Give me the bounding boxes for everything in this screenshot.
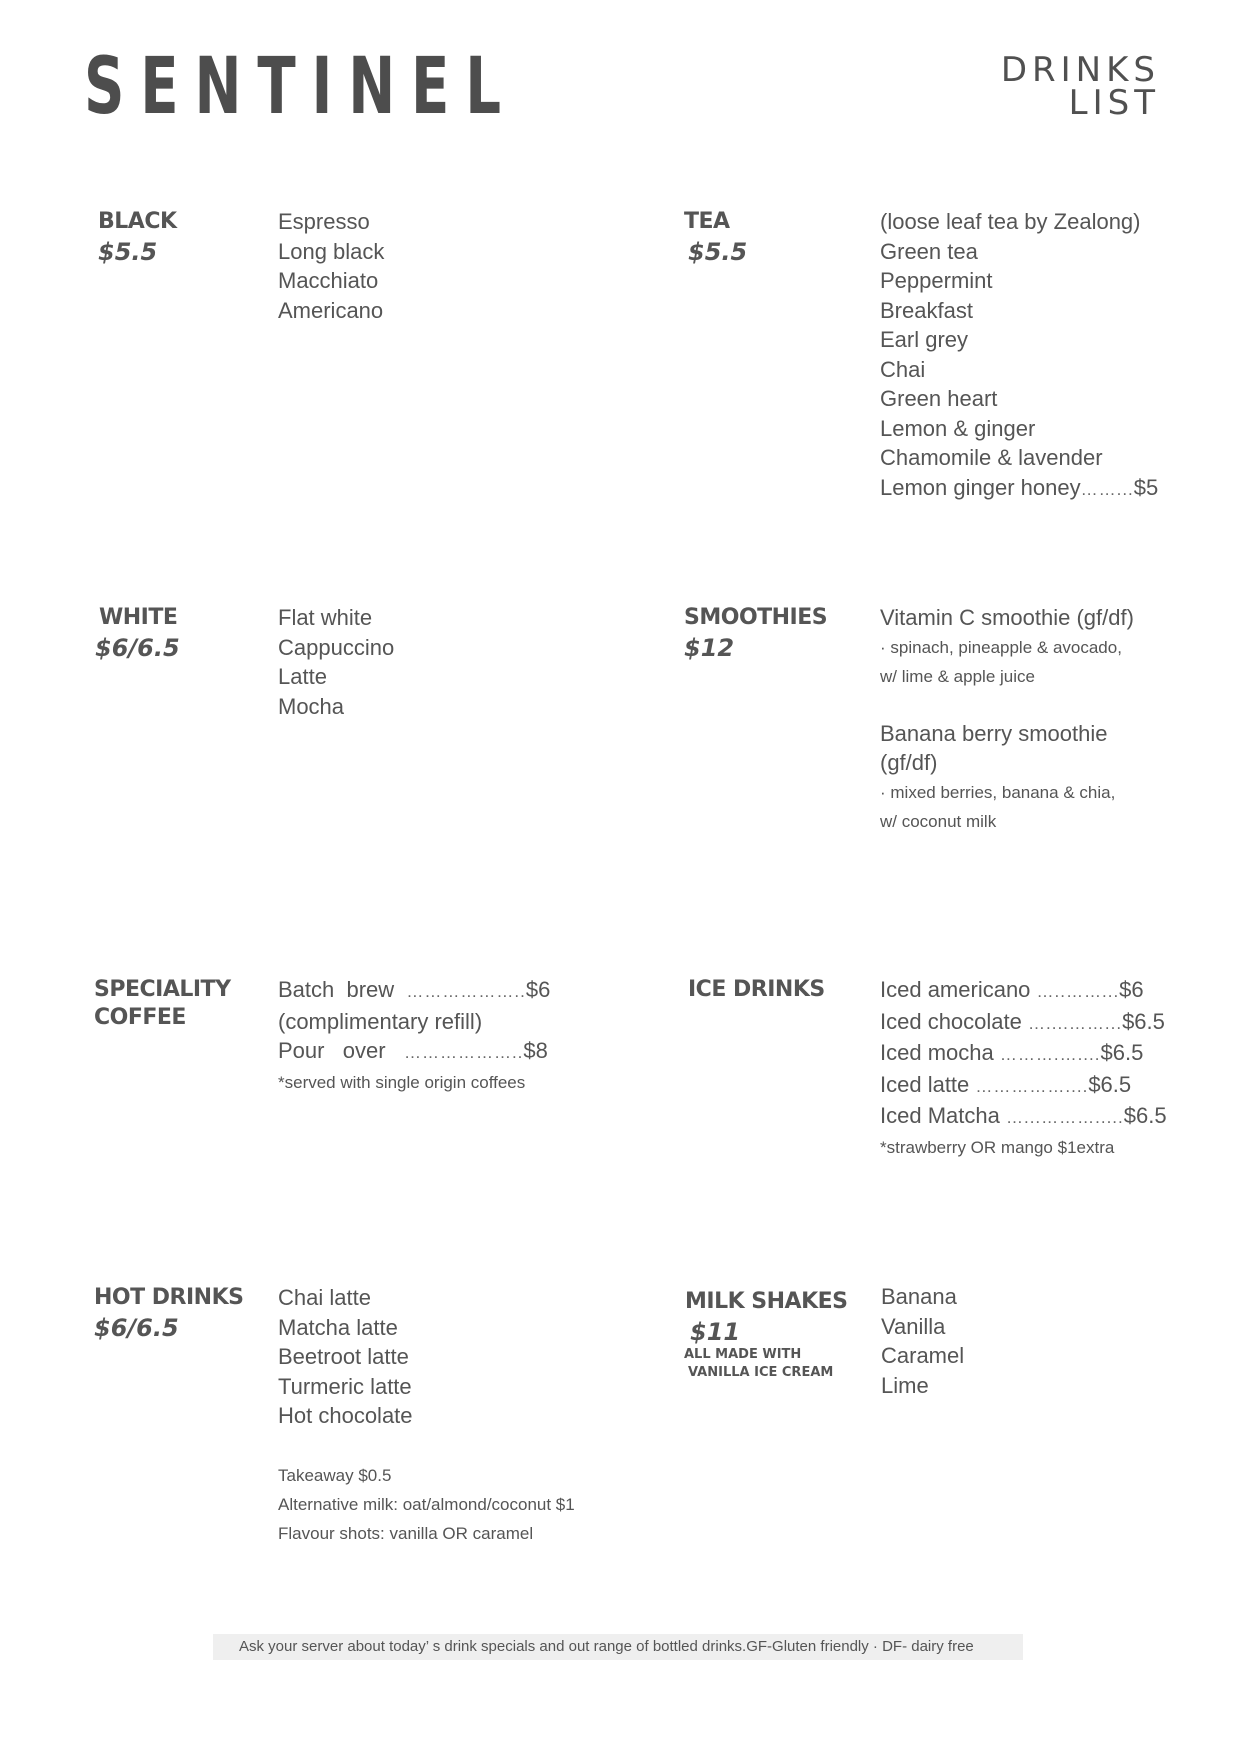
item-price: $6.5 bbox=[1088, 1071, 1132, 1097]
list-item: Chai latte bbox=[278, 1285, 371, 1310]
shakes-price: $11 bbox=[690, 1318, 741, 1346]
item-name: Lemon ginger honey bbox=[880, 474, 1081, 500]
extra-info: Flavour shots: vanilla OR caramel bbox=[278, 1523, 534, 1543]
list-item: Green heart bbox=[880, 386, 998, 411]
tea-price: $5.5 bbox=[688, 238, 748, 266]
dot-leader: ……….….... bbox=[999, 1045, 1101, 1064]
item-name: Pour over bbox=[278, 1038, 386, 1063]
smoothies-list bbox=[880, 603, 1134, 836]
list-item: (loose leaf tea by Zealong) bbox=[880, 209, 1141, 234]
list-item: Turmeric latte bbox=[278, 1373, 412, 1399]
item-price: $6.5 bbox=[1122, 1008, 1165, 1034]
shakes-heading: MILK SHAKES bbox=[685, 1289, 848, 1314]
page-title bbox=[1000, 50, 1160, 123]
hot-heading: HOT DRINKS bbox=[94, 1285, 244, 1310]
ice-heading: ICE DRINKS bbox=[688, 977, 825, 1002]
list-item-priced bbox=[278, 975, 550, 1007]
list-item: Matcha latte bbox=[278, 1314, 398, 1340]
list-item: Chai bbox=[880, 356, 926, 382]
logo: SENTINEL bbox=[84, 42, 517, 132]
list-item: (complimentary refill) bbox=[278, 1008, 483, 1034]
smoothie-name: Vitamin C smoothie (gf/df) bbox=[880, 605, 1134, 630]
item-name: Iced mocha bbox=[880, 1040, 994, 1065]
item-price: $6.5 bbox=[1123, 1103, 1167, 1128]
list-item: Banana bbox=[881, 1284, 957, 1309]
smoothie-desc: w/ coconut milk bbox=[880, 811, 997, 831]
list-item-priced bbox=[278, 1036, 550, 1068]
list-item: Hot chocolate bbox=[278, 1403, 413, 1428]
shakes-list bbox=[881, 1282, 964, 1400]
list-item: Macchiato bbox=[278, 268, 379, 293]
list-item: Latte bbox=[278, 664, 327, 689]
smoothie-desc: · mixed berries, banana & chia, bbox=[880, 782, 1116, 802]
white-price: $6/6.5 bbox=[95, 634, 180, 662]
white-list bbox=[278, 603, 394, 721]
black-heading: BLACK bbox=[98, 209, 177, 234]
dot-leader: …....……... bbox=[1028, 1013, 1123, 1033]
speciality-heading-line-1: SPECIALITY bbox=[94, 977, 231, 1002]
dot-leader: ……………….. bbox=[403, 1043, 524, 1062]
smoothie-desc: · spinach, pineapple & avocado, bbox=[880, 637, 1122, 657]
white-heading: WHITE bbox=[99, 605, 178, 630]
list-item-priced bbox=[880, 473, 1158, 505]
list-item: Flat white bbox=[278, 605, 373, 630]
dot-leader: …………….... bbox=[975, 1076, 1089, 1096]
list-item: Americano bbox=[278, 297, 384, 323]
item-price: $8 bbox=[523, 1038, 548, 1063]
item-price: $6.5 bbox=[1100, 1040, 1144, 1065]
black-list bbox=[278, 207, 384, 325]
footnote: *served with single origin coffees bbox=[278, 1072, 526, 1092]
title-line-2: LIST bbox=[1068, 83, 1160, 123]
dot-leader: …...………..... bbox=[1005, 1108, 1124, 1127]
spacer bbox=[278, 1431, 575, 1461]
item-name: Batch brew bbox=[278, 977, 395, 1002]
smoothie-name: (gf/df) bbox=[880, 750, 938, 775]
list-item: Caramel bbox=[881, 1343, 965, 1368]
list-item: Earl grey bbox=[880, 327, 969, 352]
list-item-priced bbox=[880, 1038, 1167, 1070]
shakes-note bbox=[684, 1346, 833, 1382]
tea-list bbox=[880, 207, 1158, 504]
extra-info: Alternative milk: oat/almond/coconut $1 bbox=[278, 1494, 575, 1514]
extra-info: Takeaway $0.5 bbox=[278, 1465, 392, 1485]
list-item-priced bbox=[880, 1101, 1167, 1133]
list-item: Espresso bbox=[278, 209, 370, 234]
dot-leader: …..……... bbox=[1036, 982, 1120, 1001]
dot-leader: ……………….. bbox=[406, 982, 526, 1001]
list-item: Cappuccino bbox=[278, 634, 395, 660]
list-item-priced bbox=[880, 975, 1167, 1007]
title-line-1: DRINKS bbox=[1000, 50, 1160, 90]
list-item: Chamomile & lavender bbox=[880, 445, 1103, 470]
list-item: Long black bbox=[278, 238, 385, 264]
item-name: Iced chocolate bbox=[880, 1008, 1022, 1034]
smoothies-heading: SMOOTHIES bbox=[684, 605, 828, 630]
list-item: Breakfast bbox=[880, 297, 973, 323]
smoothie-name: Banana berry smoothie bbox=[880, 720, 1108, 746]
item-price: $6 bbox=[525, 977, 551, 1002]
speciality-heading-line-2: COFFEE bbox=[94, 1005, 186, 1030]
list-item: Lemon & ginger bbox=[880, 415, 1036, 441]
hot-price: $6/6.5 bbox=[94, 1314, 179, 1342]
item-name: Iced Matcha bbox=[880, 1103, 1000, 1128]
hot-list bbox=[278, 1283, 575, 1548]
list-item: Lime bbox=[881, 1372, 929, 1398]
smoothie-desc: w/ lime & apple juice bbox=[880, 666, 1035, 686]
dot-leader: ……... bbox=[1080, 479, 1134, 499]
spacer bbox=[880, 691, 1134, 719]
ice-list bbox=[880, 975, 1167, 1162]
shakes-note-line-1: ALL MADE WITH bbox=[684, 1347, 802, 1362]
item-name: Iced americano bbox=[880, 977, 1031, 1002]
speciality-list bbox=[278, 975, 550, 1097]
list-item: Green tea bbox=[880, 238, 978, 264]
speciality-heading bbox=[94, 976, 231, 1032]
black-price: $5.5 bbox=[98, 238, 158, 266]
footer-note: Ask your server about today’ s drink specials and out range of bottled drinks.GF-Gluten friendly · DF- dairy free bbox=[213, 1634, 1023, 1660]
list-item: Mocha bbox=[278, 693, 345, 719]
list-item: Vanilla bbox=[881, 1313, 946, 1339]
tea-heading: TEA bbox=[684, 209, 730, 234]
list-item: Beetroot latte bbox=[278, 1344, 409, 1369]
smoothies-price: $12 bbox=[684, 634, 735, 662]
item-name: Iced latte bbox=[880, 1071, 970, 1097]
item-price: $5 bbox=[1133, 474, 1159, 500]
list-item: Peppermint bbox=[880, 268, 993, 293]
list-item-priced bbox=[880, 1007, 1167, 1039]
shakes-note-line-2: VANILLA ICE CREAM bbox=[688, 1365, 834, 1380]
item-price: $6 bbox=[1119, 977, 1144, 1002]
list-item-priced bbox=[880, 1070, 1167, 1102]
footnote: *strawberry OR mango $1extra bbox=[880, 1137, 1115, 1157]
